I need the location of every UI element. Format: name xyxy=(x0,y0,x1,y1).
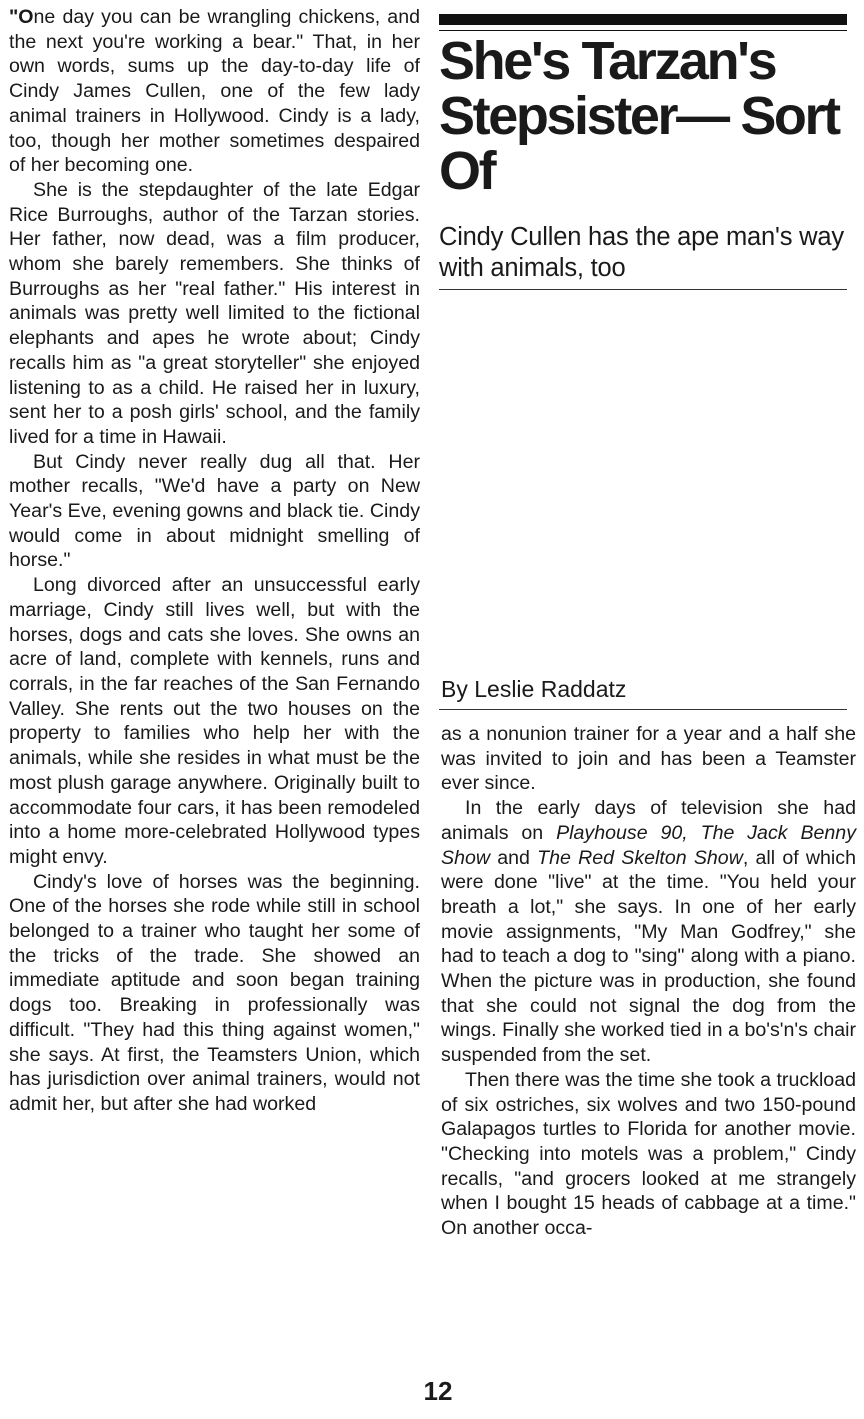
page-number: 12 xyxy=(423,1376,453,1406)
article-paragraph: But Cindy never really dug all that. Her mother recalls, "We'd have a party on New Year's Eve, evening gowns and black tie. Cindy would come in about midnight smelling of horse." xyxy=(9,450,420,572)
headline-top-rule xyxy=(439,14,847,25)
show-title: The Red Skelton Show xyxy=(537,846,743,869)
paragraph-text: In the early days of television she had animals on xyxy=(441,797,856,844)
show-title: Playhouse 90, The Jack Benny Show xyxy=(441,821,856,869)
left-column xyxy=(9,5,420,1117)
article-paragraph: Long divorced after an unsuccessful early marriage, Cindy still lives well, but with the horses, dogs and cats she loves. She owns an acre of land, complete with kennels, runs and corrals, in the far reaches of the San Fernando Valley. She rents out the two houses on the property to families who help her with the animals, while she resides in what must be the most plush garage anywhere. Originally built to accommodate four cars, it has been remodeled into a home more-celebrated Hollywood types might envy. xyxy=(9,574,420,868)
article-paragraph xyxy=(441,796,856,1068)
article-paragraph xyxy=(9,5,420,178)
headline: She's Tarzan's Stepsister— Sort Of xyxy=(439,31,839,201)
paragraph-text: , all of which were done "live" at the time. "You held your breath a lot," she says. In one of her early movie assignments, "My Man Godfrey," she had to teach a dog to "sing" along with a piano. When the picture was in production, she found that she could not signal the dog from the wings. Finally she worked tied in a bo's'n's chair suspended from the set. xyxy=(441,846,856,1067)
paragraph-text: ne day you can be wrangling chickens, and the next you're working a bear." That, in her own words, sums up the day-to-day life of Cindy James Cullen, one of the few lady animal trainers in Hollywood. Cindy is a lady, too, though her mother sometimes despaired of her becoming one. xyxy=(9,6,420,177)
byline-rule xyxy=(439,709,847,710)
paragraph-text: and xyxy=(490,846,538,869)
article-paragraph: She is the stepdaughter of the late Edgar Rice Burroughs, author of the Tarzan stories. Her father, now dead, was a film producer, whom she barely remembers. She thinks of Burroughs as her "real father." His interest in animals was pretty well limited to the fictional elephants and apes he wrote about; Cindy recalls him as "a great storyteller" she enjoyed listening to as a child. He raised her in luxury, sent her to a posh girls' school, and the family lived for a time in Hawaii. xyxy=(9,178,420,448)
deck-subtitle: Cindy Cullen has the ape man's way with animals, too xyxy=(439,223,844,282)
right-column xyxy=(441,722,856,1241)
deck-rule xyxy=(439,289,847,290)
opening-quote-letter: "O xyxy=(9,6,34,28)
byline: By Leslie Raddatz xyxy=(441,676,627,702)
article-paragraph: as a nonunion trainer for a year and a half she was invited to join and has been a Teamster ever since. xyxy=(441,723,856,795)
article-paragraph: Cindy's love of horses was the beginning. One of the horses she rode while still in school belonged to a trainer who taught her some of the tricks of the trade. She showed an immediate aptitude and soon began training dogs too. Breaking in professionally was difficult. "They had this thing against women," she says. At first, the Teamsters Union, which has jurisdiction over animal trainers, would not admit her, but after she had worked xyxy=(9,870,420,1115)
article-paragraph: Then there was the time she took a truckload of six ostriches, six wolves and two 150-pound Galapagos turtles to Florida for another movie. "Checking into motels was a problem," Cindy recalls, "and grocers looked at me strangely when I bought 15 heads of cabbage at a time." On another occa- xyxy=(441,1068,856,1240)
